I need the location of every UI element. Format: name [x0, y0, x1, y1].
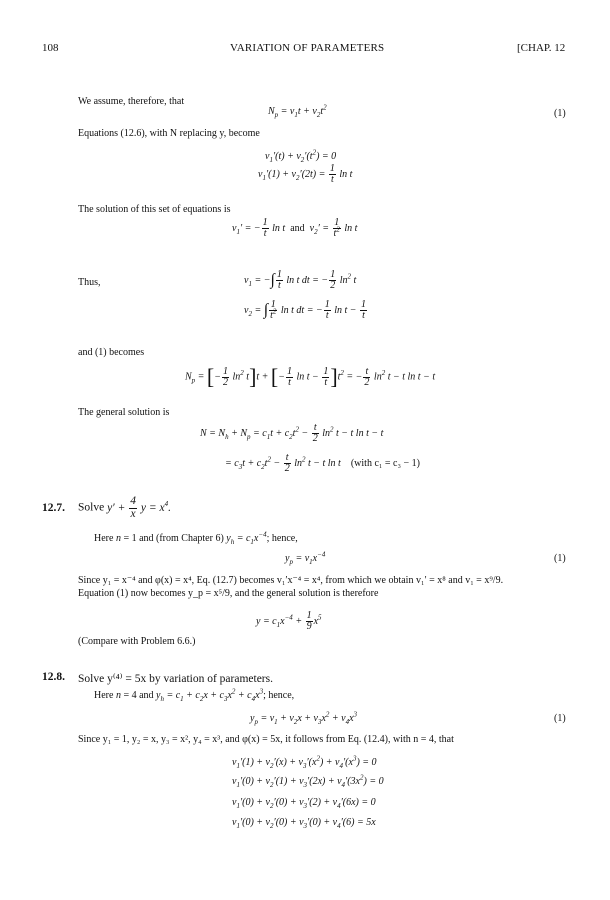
problem-12-8-statement: Solve y⁽⁴⁾ = 5x by variation of parameters. [78, 673, 273, 685]
eq-v2-integral: $v_2$ = ∫ $\frac{1}{t^2}$ ln t dt = − $\frac{1}{t}$ ln t − $\frac{1}{t}$ [244, 299, 367, 321]
eq-solution-set: $v_1'$ = − $\frac{1}{t}$ ln t and $v_2'$ = $\frac{1}{t^2}$ ln t [232, 217, 358, 239]
p127-since-line-2: Equation (1) now becomes y_p = x⁵/9, and the general solution is therefore [78, 588, 379, 599]
equations-intro: Equations (12.6), with N replacing y, become [78, 128, 260, 139]
thus-text: Thus, [78, 277, 101, 288]
p127-compare: (Compare with Problem 6.6.) [78, 636, 196, 647]
p127-since-line-1: Since y₁ = x⁻⁴ and φ(x) = x⁴, Eq. (12.7) becomes v₁′x⁻⁴ = x⁴, from which we obtain v₁′ = x⁸ and v₁ = x⁹/9. [78, 575, 504, 586]
eq-number-1a: (1) [554, 108, 566, 119]
page-number: 108 [42, 42, 59, 54]
assume-text: We assume, therefore, that [78, 96, 185, 107]
general-intro: The general solution is [78, 407, 170, 418]
p128-since: Since y₁ = 1, y₂ = x, y₃ = x², y₄ = x³, and φ(x) = 5x, it follows from Eq. (12.4), with n = 4, that [78, 734, 454, 745]
problem-12-8-label: 12.8. [42, 671, 65, 683]
solution-intro: The solution of this set of equations is [78, 204, 231, 215]
eq-yp-127: $y_p = v_1x^{-4}$ [285, 550, 326, 566]
eq-number-1b: (1) [554, 553, 566, 564]
problem-12-7-statement: Solve y′ + $\frac{4}{x}$ $y = x^4$. [78, 495, 171, 520]
eq-np-assume: $N_p = v_1t + v_2t^2$ [268, 103, 327, 119]
solve-word: Solve [78, 501, 105, 514]
eq-np-result: $N_p$ = [− $\frac{1}{2}$ $\ln^2 t]t$ + [− $\frac{1}{t}$ ln t − $\frac{1}{t}$ ]$t^2$ = − $\frac{t}{2}$ $\ln^2 t - t$ ln t − t [185, 364, 436, 389]
eq-128-system-1: $v_1'(1) + v_2'(x) + v_3'(x^2) + v_4'(x^3) = 0$ [232, 754, 377, 770]
eq-general-2: = $c_3t + c_2t^2$ − $\frac{t}{2}$ $\ln^2 t - t$ ln t (with c₁ = c₃ − 1) [225, 452, 420, 474]
eq-128-system-4: $v_1'(0) + v_2'(0) + v_3'(0) + v_4'(6) = 5x$ [232, 817, 376, 830]
chapter-label: [CHAP. 12 [517, 42, 566, 54]
and-becomes: and (1) becomes [78, 347, 145, 358]
and-word: and [290, 222, 305, 234]
with-c-note: (with c₁ = c₃ − 1) [350, 457, 420, 469]
eq-128-system-3: $v_1'(0) + v_2'(0) + v_3'(2) + v_4'(6x) = 0$ [232, 797, 376, 810]
eq-general-1: $N = N_h + N_p = c_1t + c_2t^2$ − $\frac{t}{2}$ $\ln^2 t - t$ ln t − t [200, 422, 384, 444]
eq-v1-integral: $v_1$ = −∫ $\frac{1}{t}$ ln t dt = − $\frac{1}{2}$ $\ln^2 t$ [244, 269, 357, 291]
eq-general-127: $y = c_1x^{-4}$ + $\frac{1}{9}$ $x^5$ [256, 610, 322, 632]
eq-system-1: $v_1'(t) + v_2'(t^2) = 0$ [265, 148, 337, 164]
problem-12-7-label: 12.7. [42, 502, 65, 514]
p128-here-text: Here n = 4 and $y_h = c_1 + c_2x + c_3x^2 + c_4x^3$; hence, [94, 687, 295, 703]
eq-yp-128: $y_p = v_1 + v_2x + v_3x^2 + v_4x^3$ [250, 710, 358, 726]
running-title: VARIATION OF PARAMETERS [230, 42, 385, 54]
eq-system-2: $v_1'(1) + v_2'(2t)$ = $\frac{1}{t}$ ln t [258, 163, 353, 185]
eq-128-system-2: $v_1'(0) + v_2'(1) + v_3'(2x) + v_4'(3x^2) = 0$ [232, 773, 384, 789]
eq-number-1c: (1) [554, 713, 566, 724]
p127-here-text: Here n = 1 and (from Chapter 6) $y_h = c_1x^{-4}$; hence, [94, 530, 298, 546]
